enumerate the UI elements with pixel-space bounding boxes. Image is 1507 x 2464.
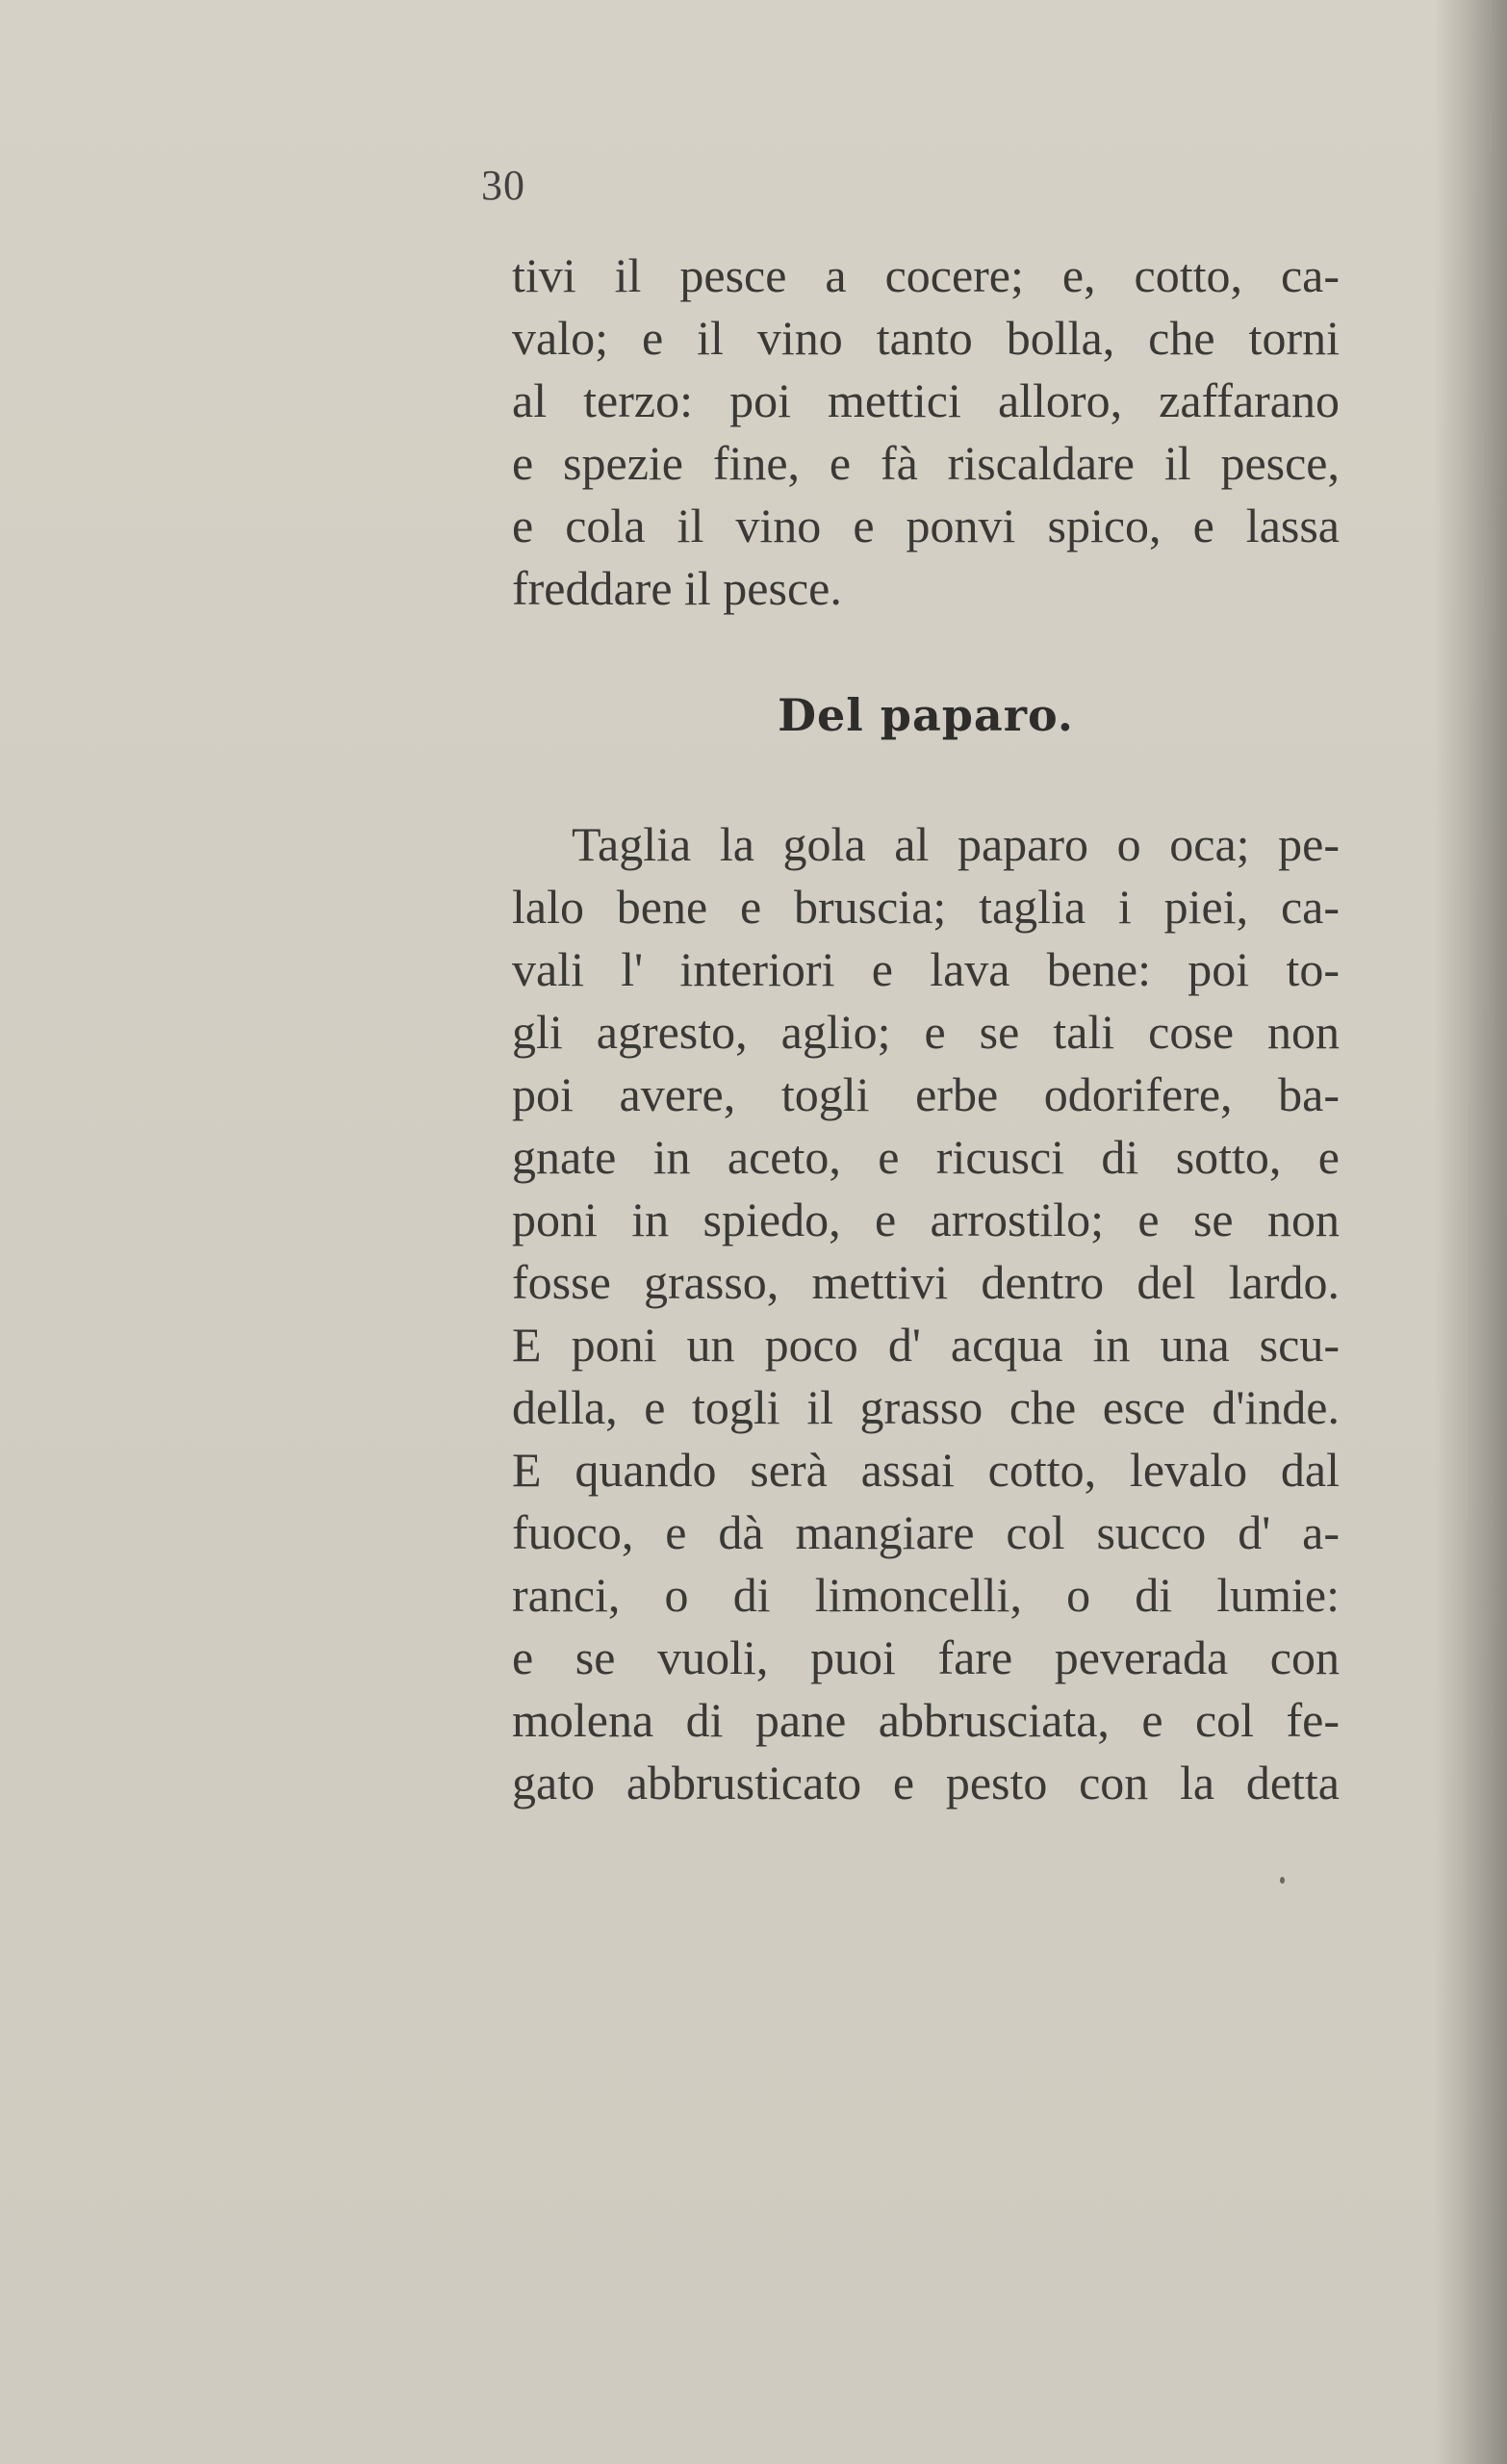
- ink-speck: [1280, 1877, 1285, 1884]
- text-line: ranci, o di limoncelli, o di lumie:: [512, 1568, 1340, 1622]
- text-line: gnate in aceto, e ricusci di sotto, e: [512, 1130, 1340, 1184]
- text-line: al terzo: poi mettici alloro, zaffarano: [512, 373, 1340, 427]
- text-line: e cola il vino e ponvi spico, e lassa: [512, 499, 1340, 552]
- text-line: fosse grasso, mettivi dentro del lardo.: [512, 1255, 1340, 1309]
- text-line: fuoco, e dà mangiare col succo d' a-: [512, 1505, 1340, 1559]
- text-line: gli agresto, aglio; e se tali cose non: [512, 1005, 1340, 1059]
- text-line: vali l' interiori e lava bene: poi to-: [512, 942, 1340, 996]
- text-line: poi avere, togli erbe odorifere, ba-: [512, 1067, 1340, 1121]
- text-line: della, e togli il grasso che esce d'inde.: [512, 1380, 1340, 1434]
- text-line: E poni un poco d' acqua in una scu-: [512, 1318, 1340, 1372]
- text-line: valo; e il vino tanto bolla, che torni: [512, 311, 1340, 365]
- paragraph-recipe: [512, 813, 1340, 1814]
- text-line: gato abbrusticato e pesto con la detta: [512, 1756, 1340, 1810]
- text-line: e spezie fine, e fà riscaldare il pesce,: [512, 436, 1340, 490]
- text-line: molena di pane abbrusciata, e col fe-: [512, 1693, 1340, 1747]
- text-line: freddare il pesce.: [512, 561, 842, 615]
- paragraph-continued: [512, 244, 1340, 620]
- text-line: lalo bene e bruscia; taglia i piei, ca-: [512, 880, 1340, 934]
- text-line: tivi il pesce a cocere; e, cotto, ca-: [512, 248, 1340, 302]
- text-line: Taglia la gola al paparo o oca; pe-: [572, 817, 1340, 871]
- section-heading: Del paparo.: [778, 689, 1074, 741]
- page-number: 30: [481, 162, 525, 209]
- text-line: E quando serà assai cotto, levalo dal: [512, 1443, 1340, 1497]
- text-line: e se vuoli, puoi fare peverada con: [512, 1630, 1340, 1684]
- text-line: poni in spiedo, e arrostilo; e se non: [512, 1193, 1340, 1246]
